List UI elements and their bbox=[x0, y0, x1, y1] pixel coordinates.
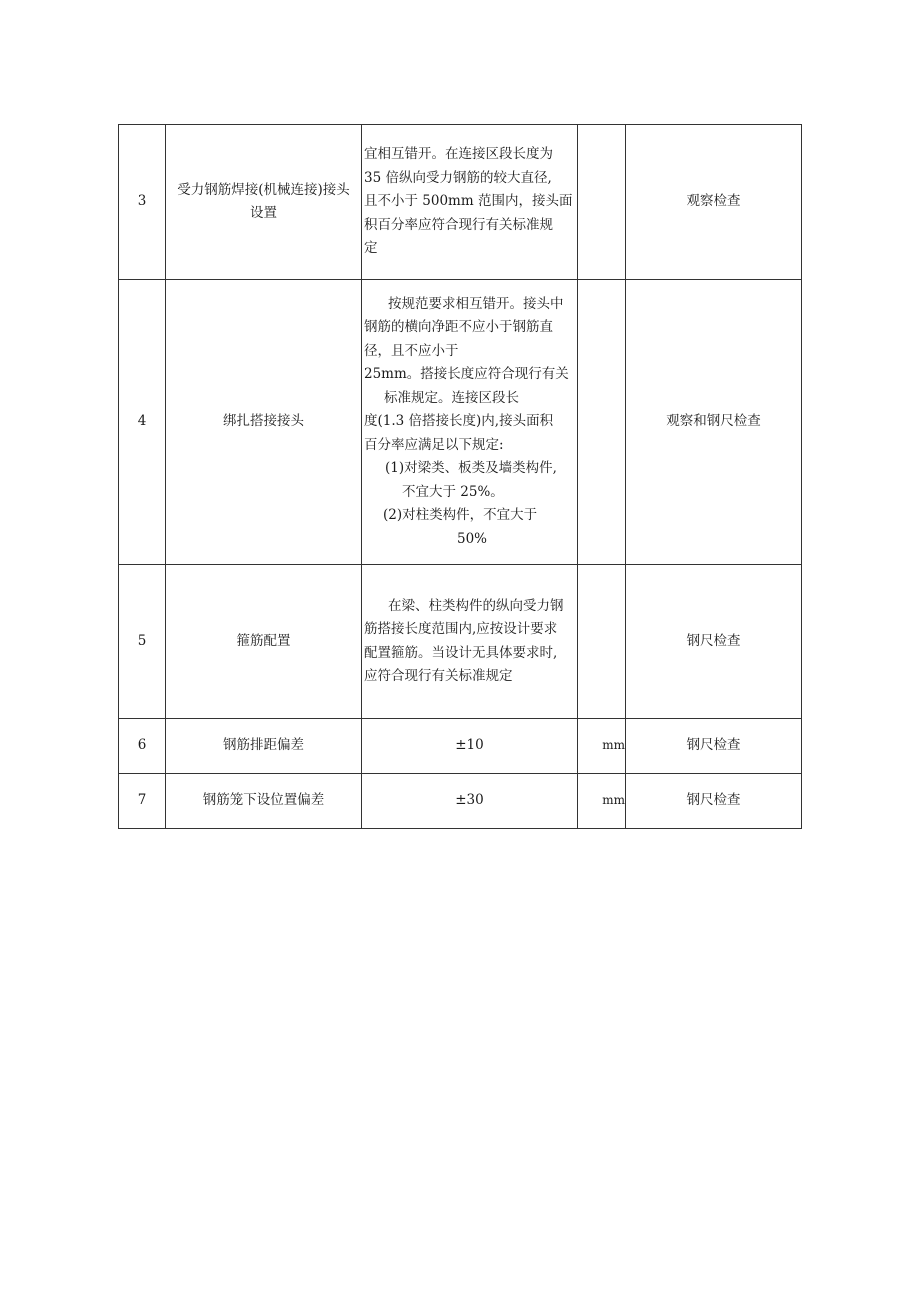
requirement-line: 配置箍筋。当设计无具体要求时, bbox=[364, 644, 558, 661]
requirement-line: (2)对柱类构件，不宜大于 bbox=[383, 507, 538, 524]
tolerance-value: ±30 bbox=[362, 774, 578, 829]
inspection-method: 钢尺检查 bbox=[626, 719, 802, 774]
requirement-line: 按规范要求相互错开。接头中 bbox=[388, 295, 564, 312]
row-number: 7 bbox=[119, 774, 166, 829]
item-name: 箍筋配置 bbox=[166, 565, 362, 719]
inspection-method: 钢尺检查 bbox=[626, 774, 802, 829]
requirement-line: 筋搭接长度范围内,应按设计要求 bbox=[364, 621, 558, 637]
requirement-line: 度(1.3 倍搭接长度)内,接头面积 bbox=[364, 413, 554, 430]
unit-cell bbox=[578, 280, 626, 565]
inspection-method: 钢尺检查 bbox=[626, 565, 802, 719]
requirement-text bbox=[362, 125, 578, 280]
row-number: 3 bbox=[119, 125, 166, 280]
unit-cell bbox=[578, 125, 626, 280]
requirement-line: 50% bbox=[457, 530, 488, 547]
table-row bbox=[119, 719, 802, 774]
requirement-text bbox=[362, 565, 578, 719]
requirement-line: 径，且不应小于 bbox=[364, 342, 459, 359]
table-row bbox=[119, 125, 802, 280]
requirement-line: 35 倍纵向受力钢筋的较大直径, bbox=[364, 169, 552, 186]
unit-cell: mm bbox=[578, 774, 626, 829]
requirement-line: 钢筋的横向净距不应小于钢筋直 bbox=[364, 319, 553, 336]
table-row bbox=[119, 774, 802, 829]
inspection-method: 观察和钢尺检查 bbox=[626, 280, 802, 565]
requirement-line: 且不小于 500mm 范围内，接头面 bbox=[364, 193, 573, 210]
requirement-line: 积百分率应符合现行有关标准规 bbox=[364, 216, 553, 233]
requirement-line: 25mm。搭接长度应符合现行有关 bbox=[364, 366, 569, 383]
item-name: 钢筋笼下设位置偏差 bbox=[166, 774, 362, 829]
requirement-line: 不宜大于 25%。 bbox=[402, 483, 504, 500]
requirement-line: 定 bbox=[364, 240, 378, 257]
inspection-table bbox=[118, 124, 802, 829]
requirement-line: 在梁、柱类构件的纵向受力钢 bbox=[388, 597, 564, 614]
item-name-line: 设置 bbox=[250, 205, 277, 221]
requirement-text bbox=[362, 280, 578, 565]
row-number: 4 bbox=[119, 280, 166, 565]
unit-cell bbox=[578, 565, 626, 719]
unit-cell: mm bbox=[578, 719, 626, 774]
requirement-line: (1)对梁类、板类及墙类构件, bbox=[385, 460, 557, 477]
table-row bbox=[119, 565, 802, 719]
item-name-line: 受力钢筋焊接(机械连接)接头 bbox=[177, 182, 350, 198]
tolerance-value: ±10 bbox=[362, 719, 578, 774]
item-name bbox=[166, 125, 362, 280]
requirement-line: 标准规定。连接区段长 bbox=[384, 389, 519, 406]
item-name: 绑扎搭接接头 bbox=[166, 280, 362, 565]
requirement-line: 应符合现行有关标准规定 bbox=[364, 668, 513, 684]
row-number: 6 bbox=[119, 719, 166, 774]
item-name: 钢筋排距偏差 bbox=[166, 719, 362, 774]
row-number: 5 bbox=[119, 565, 166, 719]
table-row bbox=[119, 280, 802, 565]
requirement-line: 宜相互错开。在连接区段长度为 bbox=[364, 146, 553, 163]
inspection-method: 观察检查 bbox=[626, 125, 802, 280]
requirement-line: 百分率应满足以下规定: bbox=[364, 436, 504, 453]
inspection-table-sheet bbox=[118, 124, 802, 829]
